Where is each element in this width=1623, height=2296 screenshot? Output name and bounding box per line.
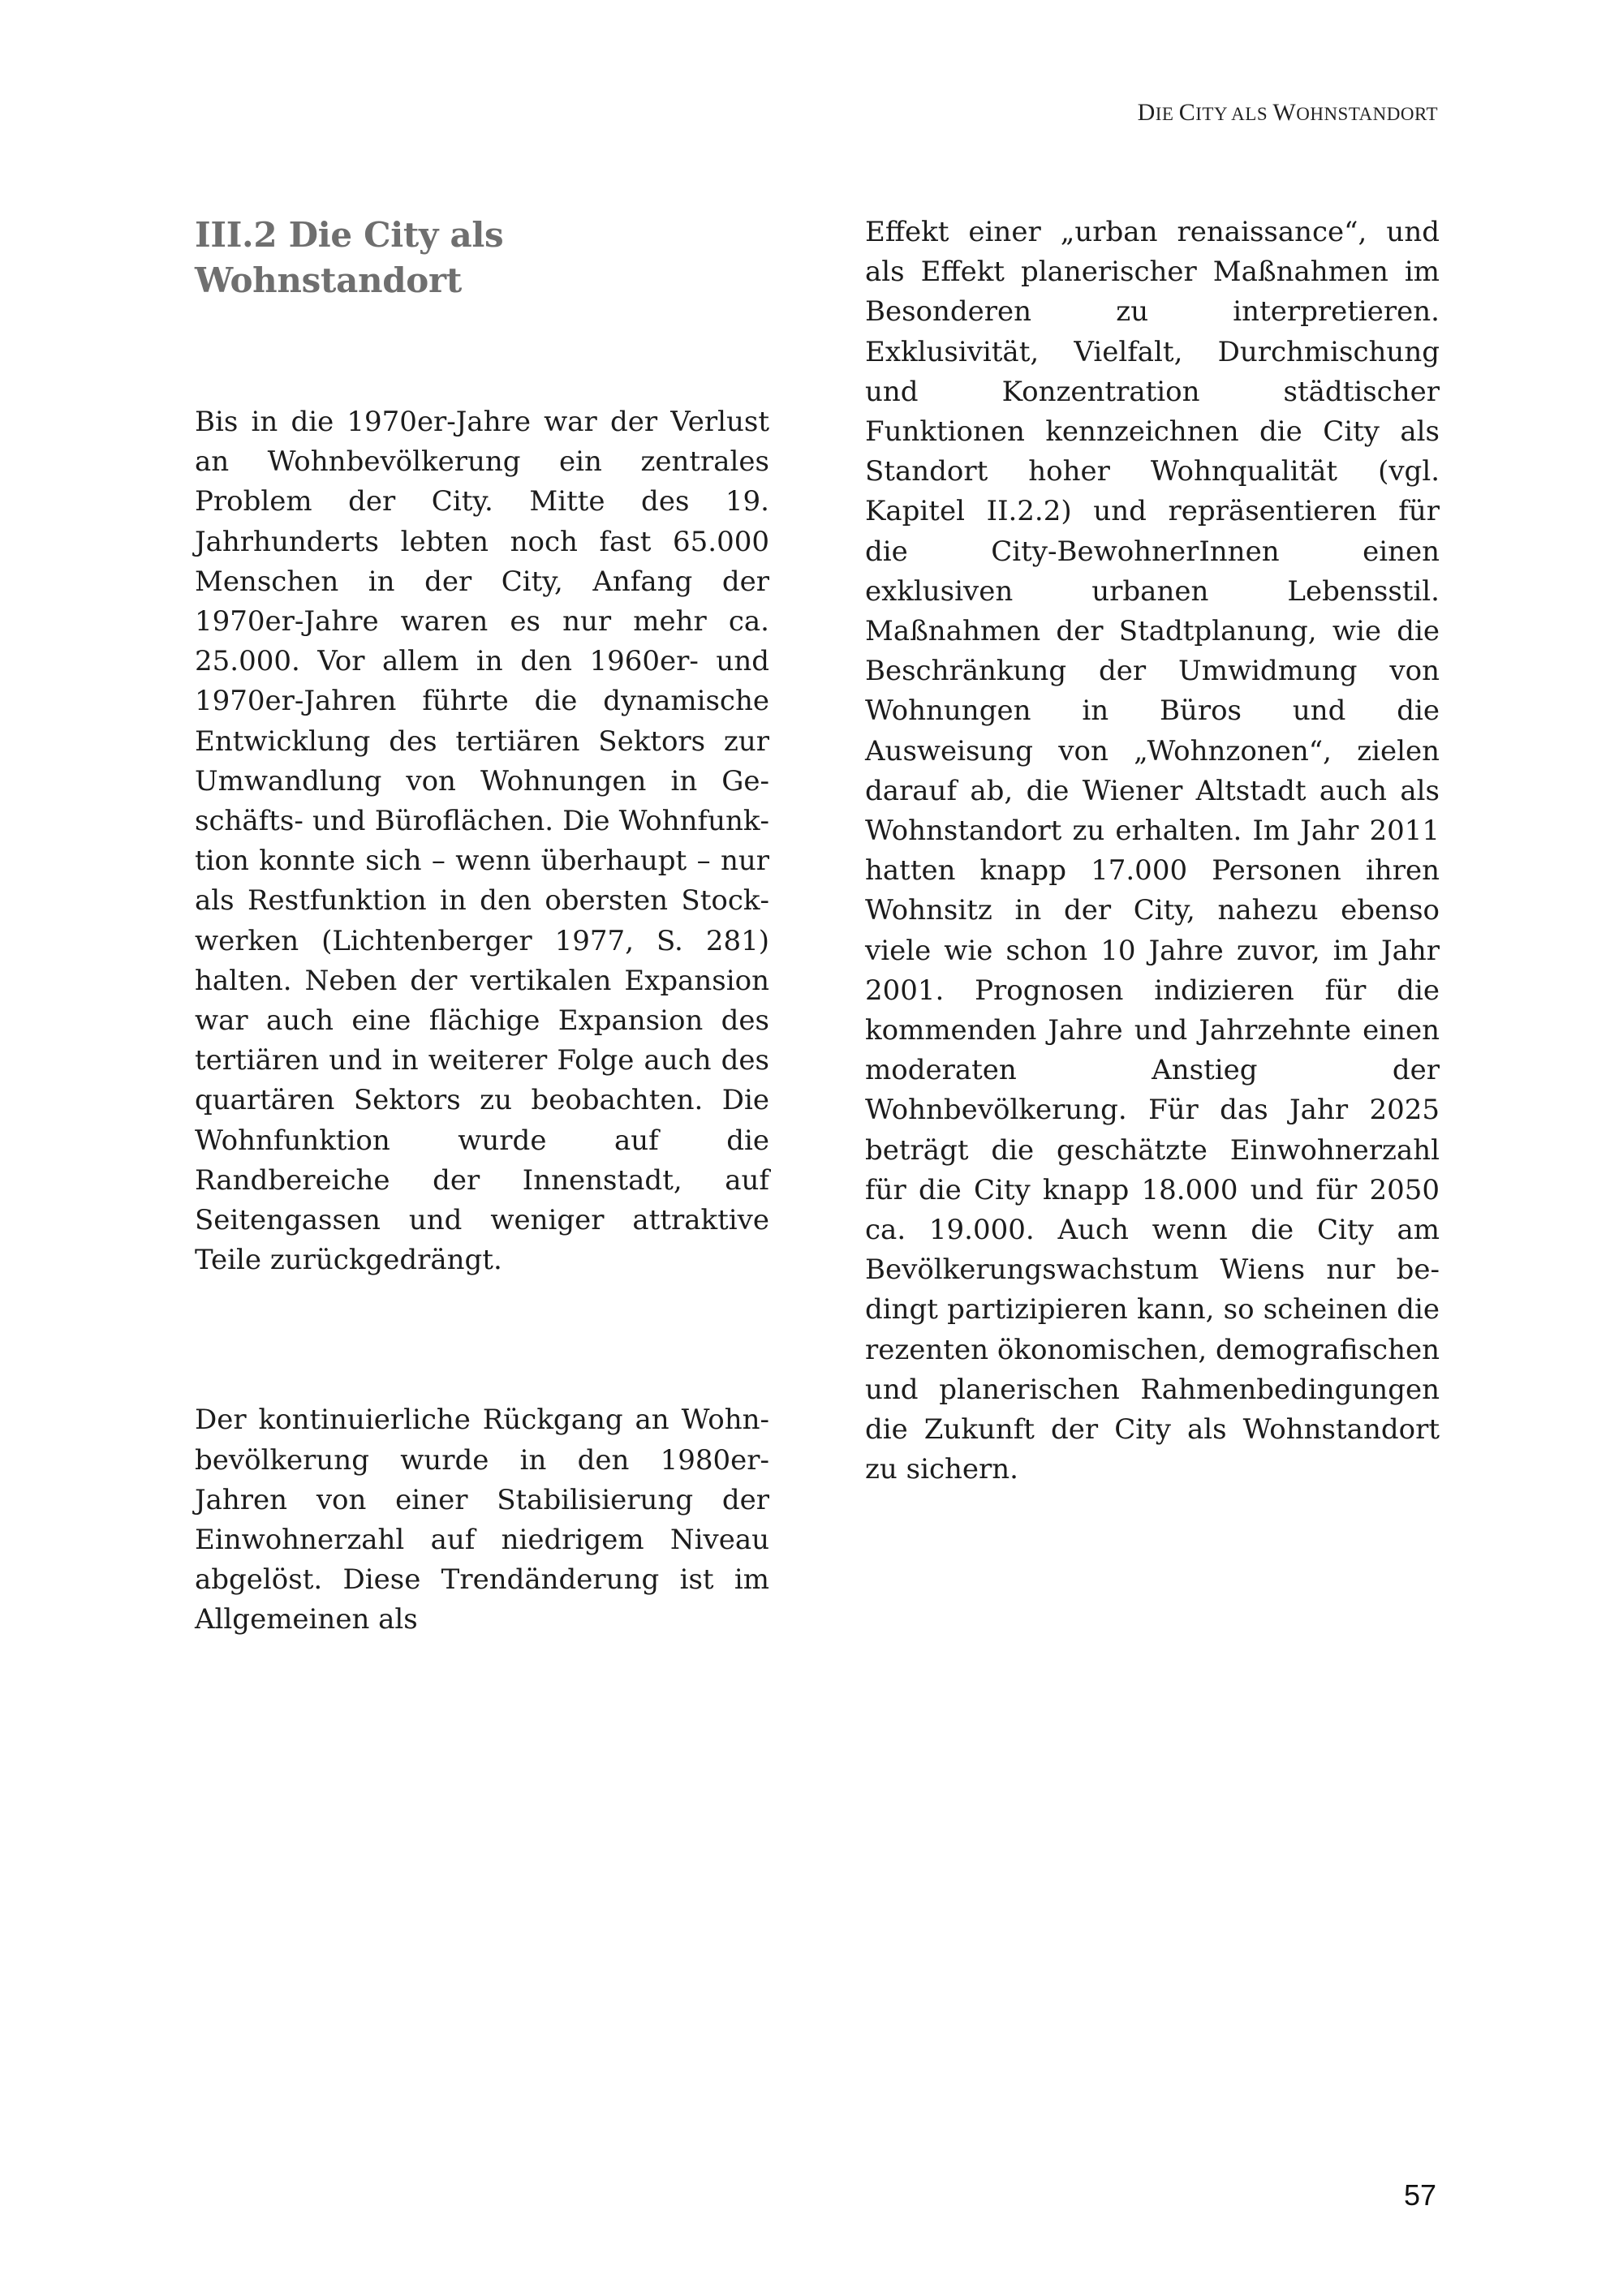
section-title: III.2 Die City als Wohnstandort [195, 215, 504, 300]
running-head-part: IE [1155, 104, 1179, 124]
left-column [195, 213, 769, 1640]
right-column [865, 213, 1440, 1490]
page-number: 57 [1404, 2178, 1437, 2212]
running-head-part: W [1272, 99, 1297, 126]
running-head-part: D [1137, 99, 1156, 126]
left-paragraph-2: Der kontinuierliche Rückgang an Wohnbevölkerung wurde in den 1980er-Jahren von einer Stabilisierung der Einwohnerzahl auf niedrigem Niveau abgelöst. Diese Trendänderung ist im Allgemeinen als [195, 1404, 769, 1636]
left-paragraph-1: Bis in die 1970er-Jahre war der Verlust an Wohnbevölkerung ein zentrales Problem der City. Mitte des 19. Jahrhunderts lebten noch fast 65.000 Menschen in der City, Anfang der 1970er-Jahre waren es nur mehr ca. 25.000. Vor allem in den 1960er- und 1970er-Jahren führte die dynamische Entwicklung des tertiären Sektors zur Umwandlung von Wohnungen in Geschäfts- und Büroflächen. Die Wohnfunktion konnte sich – wenn überhaupt – nur als Restfunktion in den obersten Stockwerken (Lichtenberger 1977, S. 281) halten. Neben der vertikalen Expansion war auch eine flächige Expansion des tertiären und in weiterer Folge auch des quartären Sektors zu beobachten. Die Wohnfunktion wurde auf die Randbereiche der Innenstadt, auf Seitengassen und weniger attraktive Teile zurückgedrängt. [195, 406, 769, 1277]
running-head-part: ITY ALS [1195, 104, 1273, 124]
right-paragraph-1: Effekt einer „urban renaissance“, und als Effekt planerischer Maßnahmen im Besonderen zu interpretieren. Exklusivität, Vielfalt, Durchmischung und Konzentration städtischer Funktionen kennzeichnen die City als Standort hoher Wohnqualität (vgl. Kapitel II.2.2) und repräsentieren für die City-BewohnerInnen einen exklusiven urbanen Lebensstil. Maßnahmen der Stadtplanung, wie die Beschränkung der Umwidmung von Wohnungen in Büros und die Ausweisung von „Wohnzonen“, zielen darauf ab, die Wiener Altstadt auch als Wohnstandort zu erhalten. Im Jahr 2011 hatten knapp 17.000 Personen ihren Wohnsitz in der City, nahezu ebenso viele wie schon 10 Jahre zuvor, im Jahr 2001. Prognosen indizieren für die kommenden Jahre und Jahrzehnte einen moderaten Anstieg der Wohnbevölkerung. Für das Jahr 2025 beträgt die geschätzte Einwohnerzahl für die City knapp 18.000 und für 2050 ca. 19.000. Auch wenn die City am Bevölkerungswachstum Wiens nur bedingt partizipieren kann, so scheinen die rezenten ökonomischen, demografischen und planerischen Rahmenbedingungen die Zukunft der City als Wohnstandort zu sichern. [865, 216, 1440, 1486]
running-head-part: C [1178, 99, 1196, 126]
running-head-part: OHNSTANDORT [1296, 104, 1438, 124]
running-head [1138, 99, 1438, 127]
